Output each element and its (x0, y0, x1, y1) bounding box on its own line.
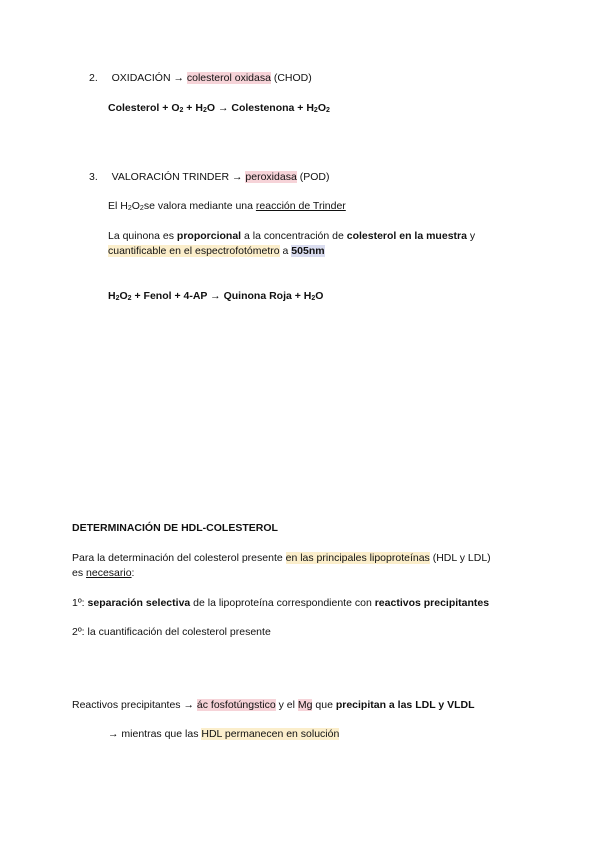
hdl-heading: DETERMINACIÓN DE HDL-COLESTEROL (72, 522, 278, 534)
reaction-text: Colesterol + O (108, 102, 180, 114)
section-3-heading (89, 170, 329, 184)
section-3-line1 (108, 199, 346, 215)
text: es (72, 567, 87, 579)
section-3-abbr: (POD) (299, 171, 330, 183)
reaction-text: + H (183, 102, 203, 114)
section-3-title: VALORACIÓN TRINDER → (111, 171, 243, 183)
text: de la lipoproteína correspondiente con (190, 597, 375, 609)
text: → mientras que las (108, 728, 202, 740)
text: El H (108, 200, 128, 212)
hdl-intro-line2 (72, 566, 134, 580)
highlight-text: Mg (297, 699, 313, 711)
highlight-text: en las principales lipoproteínas (285, 552, 430, 564)
underlined-text: necesario (86, 567, 132, 579)
section-3-number: 3. (89, 171, 98, 183)
text: se valora mediante una (143, 200, 256, 212)
reaction-text: O (315, 290, 324, 302)
text: que (312, 699, 336, 711)
subscript: 2 (326, 107, 330, 114)
reaction-text: H (108, 290, 116, 302)
text: y el (275, 699, 298, 711)
section-2-enzyme: colesterol oxidasa (186, 72, 271, 84)
subscript: 2 (127, 205, 132, 212)
text: : (131, 567, 135, 579)
bold-text: separación selectiva (87, 597, 191, 609)
bold-text: colesterol en la muestra (346, 230, 467, 242)
reaction-text: O (119, 290, 128, 302)
subscript: 2 (202, 107, 207, 114)
hdl-intro-line1 (72, 551, 491, 565)
section-3-enzyme: peroxidasa (245, 171, 297, 183)
text: a la concentración de (241, 230, 347, 242)
bold-text: proporcional (176, 230, 242, 242)
section-3-para-line1 (108, 229, 475, 243)
section-3-reaction (108, 289, 323, 305)
section-2-title: OXIDACIÓN → (111, 72, 184, 84)
bold-text: precipitan a las LDL y VLDL (335, 699, 475, 711)
reaction-text: O → Colestenona + H (206, 102, 314, 114)
reaction-text: + Fenol + 4-AP → Quinona Roja + H (131, 290, 312, 302)
subscript: 2 (115, 295, 120, 302)
subscript: 2 (139, 205, 144, 212)
wavelength-text: 505nm (291, 245, 325, 257)
hdl-step-1 (72, 596, 489, 610)
text: Para la determinación del colesterol presente (72, 552, 286, 564)
text: Reactivos precipitantes → (72, 699, 197, 711)
text: 1º: (72, 597, 88, 609)
bold-text: reactivos precipitantes (374, 597, 490, 609)
section-2-reaction (108, 101, 330, 117)
subscript: 2 (179, 107, 184, 114)
trinder-link-text: reacción de Trinder (255, 200, 346, 212)
section-3-para-line2 (108, 244, 325, 258)
hdl-note (108, 727, 339, 741)
section-2-heading (89, 71, 312, 85)
text: O (131, 200, 140, 212)
text: (HDL y LDL) (429, 552, 491, 564)
hdl-reagents (72, 698, 475, 712)
text: La quinona es (108, 230, 177, 242)
highlight-text: ác fosfotúngstico (196, 699, 276, 711)
text: y (466, 230, 476, 242)
highlight-text: cuantificable en el espectrofotómetro (108, 245, 280, 257)
subscript: 2 (313, 107, 318, 114)
subscript: 2 (311, 295, 316, 302)
section-2-number: 2. (89, 72, 98, 84)
subscript: 2 (127, 295, 132, 302)
reaction-text: O (317, 102, 326, 114)
hdl-step-2: 2º: la cuantificación del colesterol presente (72, 626, 271, 638)
text: a (279, 245, 292, 257)
section-2-abbr: (CHOD) (273, 72, 312, 84)
highlight-text: HDL permanecen en solución (201, 728, 340, 740)
